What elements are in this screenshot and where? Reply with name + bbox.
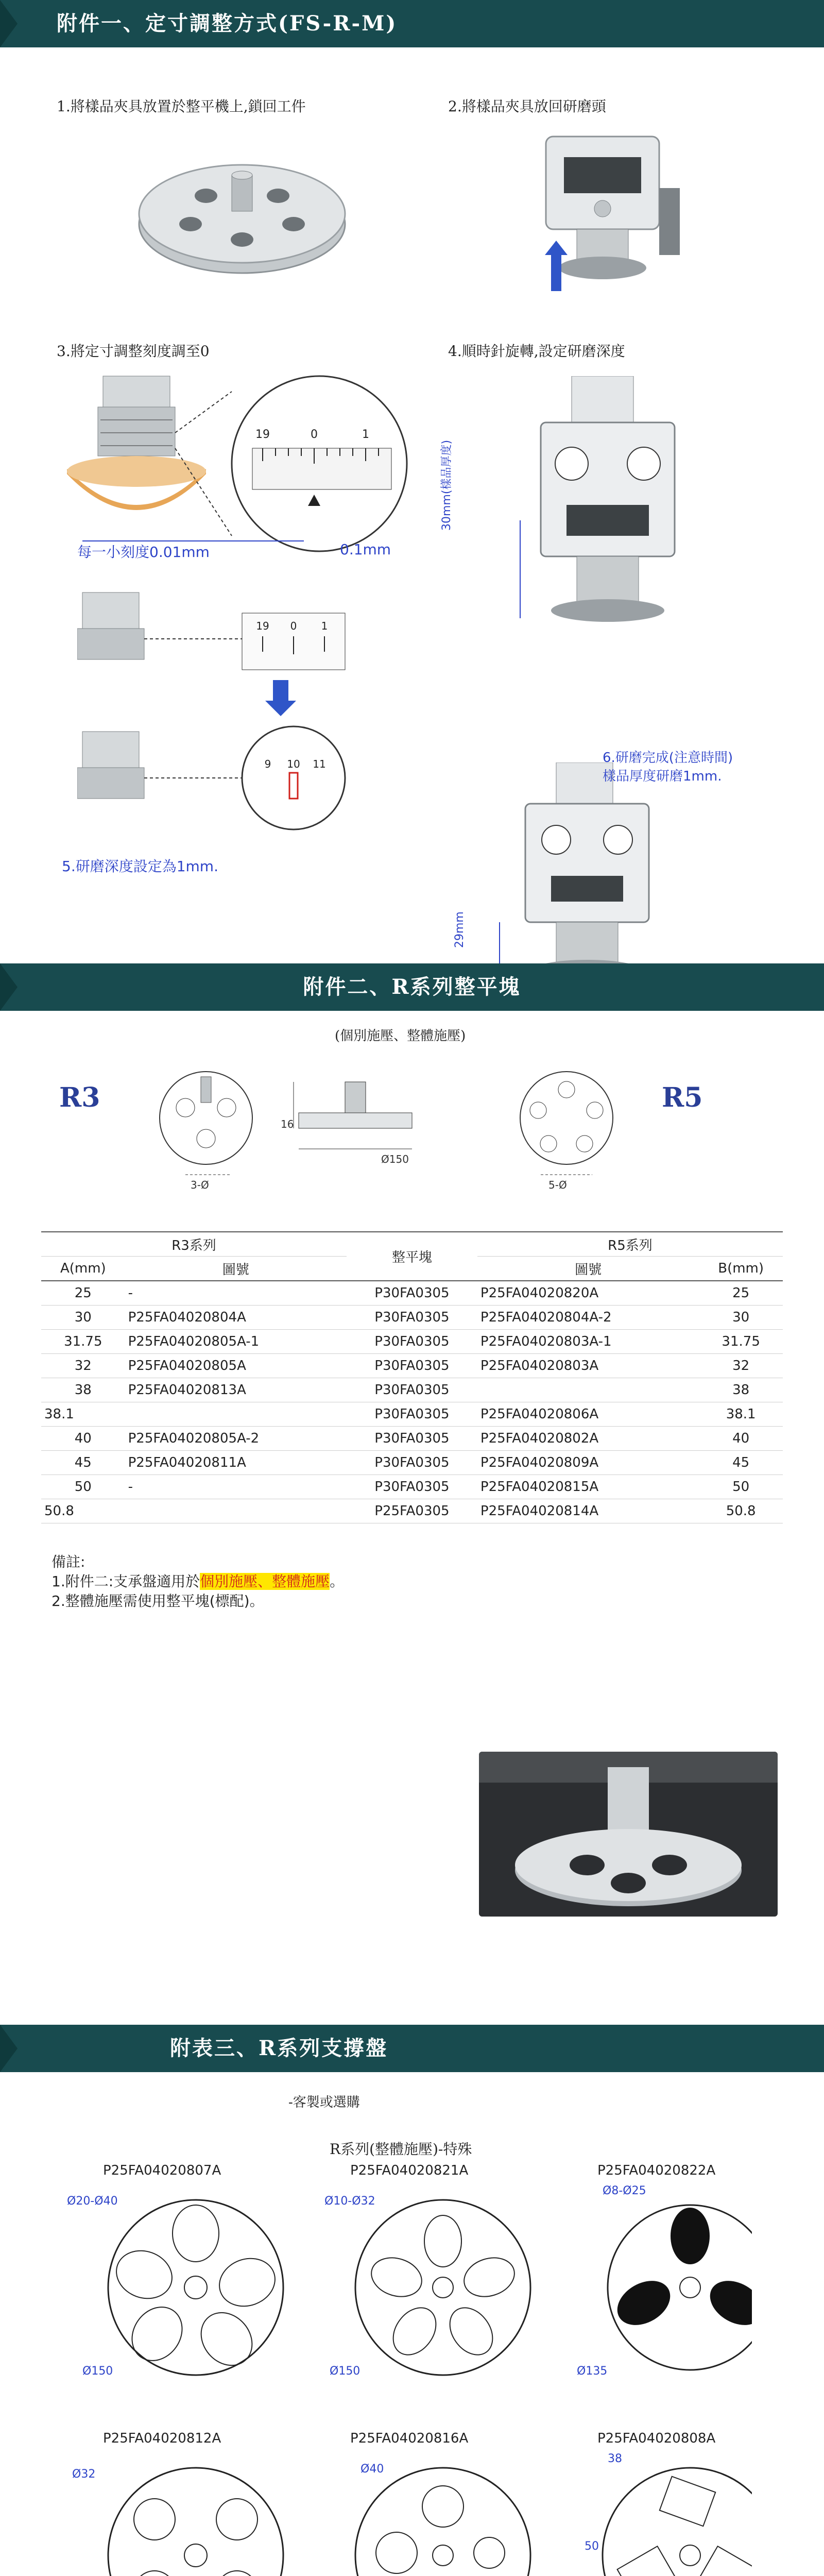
svg-text:11: 11 — [313, 758, 326, 770]
section1-header — [0, 0, 824, 47]
table-row: 45 P25FA04020811A P30FA0305 P25FA04020809A 45 — [41, 1451, 783, 1475]
dim-label: 38 — [608, 2452, 622, 2465]
section2-subtitle: (個別施壓、整體施壓) — [335, 1028, 466, 1044]
step-3-label: 3.將定寸調整刻度調至0 — [57, 343, 210, 360]
section3-group-title: R系列(整體施壓)-特殊 — [330, 2141, 472, 2158]
col-a-header: A(mm) — [41, 1257, 125, 1281]
part-number: P25FA04020807A — [103, 2163, 221, 2178]
step-1-label: 1.將樣品夾具放置於整平機上,鎖回工件 — [57, 98, 306, 115]
dim-label: Ø8-Ø25 — [603, 2184, 646, 2197]
svg-text:0: 0 — [311, 428, 318, 441]
part-number: P25FA04020822A — [597, 2163, 716, 2178]
dim-3-holes: 3-Ø — [191, 1179, 209, 1191]
dim-label: Ø32 — [72, 2468, 96, 2481]
depth-setting-note: 5.研磨深度設定為1mm. — [62, 858, 218, 875]
notes-title: 備註: — [52, 1553, 85, 1570]
note-1-highlight: 個別施壓、整體施壓 — [200, 1573, 330, 1590]
svg-text:0: 0 — [290, 620, 297, 632]
part-number: P25FA04020816A — [350, 2431, 469, 2446]
dim-label: Ø150 — [330, 2365, 360, 2378]
leveling-block-photo — [479, 1752, 778, 1917]
section2-header — [0, 963, 824, 1011]
table-row: 30 P25FA04020804A P30FA0305 P25FA04020804A-2 30 — [41, 1306, 783, 1330]
step-4-label: 4.順時針旋轉,設定研磨深度 — [448, 343, 625, 360]
r5-series-header: R5系列 — [477, 1232, 783, 1257]
grinding-head-illustration — [515, 126, 700, 296]
table-row: 50.8 P25FA0305 P25FA04020814A 50.8 — [41, 1499, 783, 1523]
dim-29mm: 29mm — [453, 911, 466, 948]
support-plate-row-2 — [82, 2452, 752, 2576]
dim-5-holes: 5-Ø — [548, 1179, 567, 1191]
done-note-1: 6.研磨完成(注意時間) — [603, 750, 733, 766]
col-pn-left-header: 圖號 — [125, 1257, 347, 1281]
svg-text:1: 1 — [321, 620, 328, 632]
section1-title: 附件一、定寸調整方式(FS-R-M) — [57, 11, 398, 36]
done-note-2: 樣品厚度研磨1mm. — [603, 769, 722, 784]
section2-title: 附件二、R系列整平塊 — [303, 975, 521, 999]
leveling-block-header: 整平塊 — [347, 1232, 477, 1281]
fixture-illustration — [124, 134, 360, 289]
note-1: 1.附件二:支承盤適用於個別施壓、整體施壓。 — [52, 1573, 345, 1590]
step-2-label: 2.將樣品夾具放回研磨頭 — [448, 98, 606, 115]
dim-label: 50 — [585, 2540, 599, 2553]
dim-label: Ø135 — [577, 2365, 608, 2378]
depth-scale-illustration — [77, 582, 397, 850]
dim-16: 16 — [281, 1118, 294, 1130]
leveling-block-drawings — [129, 1061, 706, 1206]
dim-label: Ø150 — [82, 2365, 113, 2378]
dim-label: Ø40 — [360, 2463, 384, 2476]
note-2: 2.整體施壓需使用整平塊(標配)。 — [52, 1592, 264, 1609]
table-row: 50 - P30FA0305 P25FA04020815A 50 — [41, 1475, 783, 1499]
support-plate-row-1 — [82, 2184, 752, 2401]
r3-series-header: R3系列 — [41, 1232, 347, 1257]
svg-text:10: 10 — [287, 758, 300, 770]
svg-text:19: 19 — [255, 428, 270, 441]
r3-label: R3 — [59, 1082, 100, 1113]
table-row: 38 P25FA04020813A P30FA0305 38 — [41, 1378, 783, 1402]
dim-30mm: 30mm(樣品厚度) — [440, 439, 453, 531]
table-row: 32 P25FA04020805A P30FA0305 P25FA04020803A 32 — [41, 1354, 783, 1378]
svg-text:1: 1 — [362, 428, 369, 441]
dim-label: Ø20-Ø40 — [67, 2195, 118, 2208]
part-number: P25FA04020821A — [350, 2163, 469, 2178]
col-b-header: B(mm) — [699, 1257, 783, 1281]
table-row: 31.75 P25FA04020805A-1 P30FA0305 P25FA04020803A-1 31.75 — [41, 1330, 783, 1354]
section3-header — [0, 2025, 824, 2072]
leveling-block-table — [41, 1231, 783, 1523]
dim-150: Ø150 — [381, 1153, 409, 1165]
part-number: P25FA04020812A — [103, 2431, 221, 2446]
svg-text:19: 19 — [256, 620, 269, 632]
machine-depth-illustration — [500, 376, 716, 639]
section3-title: 附表三、R系列支撐盤 — [170, 2036, 388, 2060]
dim-label: Ø10-Ø32 — [324, 2195, 375, 2208]
r5-label: R5 — [662, 1082, 703, 1113]
table-row: 40 P25FA04020805A-2 P30FA0305 P25FA04020802A 40 — [41, 1427, 783, 1451]
svg-text:9: 9 — [264, 758, 271, 770]
table-row: 38.1 P30FA0305 P25FA04020806A 38.1 — [41, 1402, 783, 1427]
tenth-mm-note: 0.1mm — [340, 541, 391, 558]
col-pn-right-header: 圖號 — [477, 1257, 699, 1281]
table-row: 25 - P30FA0305 P25FA04020820A 25 — [41, 1281, 783, 1306]
part-number: P25FA04020808A — [597, 2431, 716, 2446]
section3-subtitle: -客製或選購 — [288, 2095, 360, 2110]
division-note: 每一小刻度0.01mm — [77, 544, 210, 561]
